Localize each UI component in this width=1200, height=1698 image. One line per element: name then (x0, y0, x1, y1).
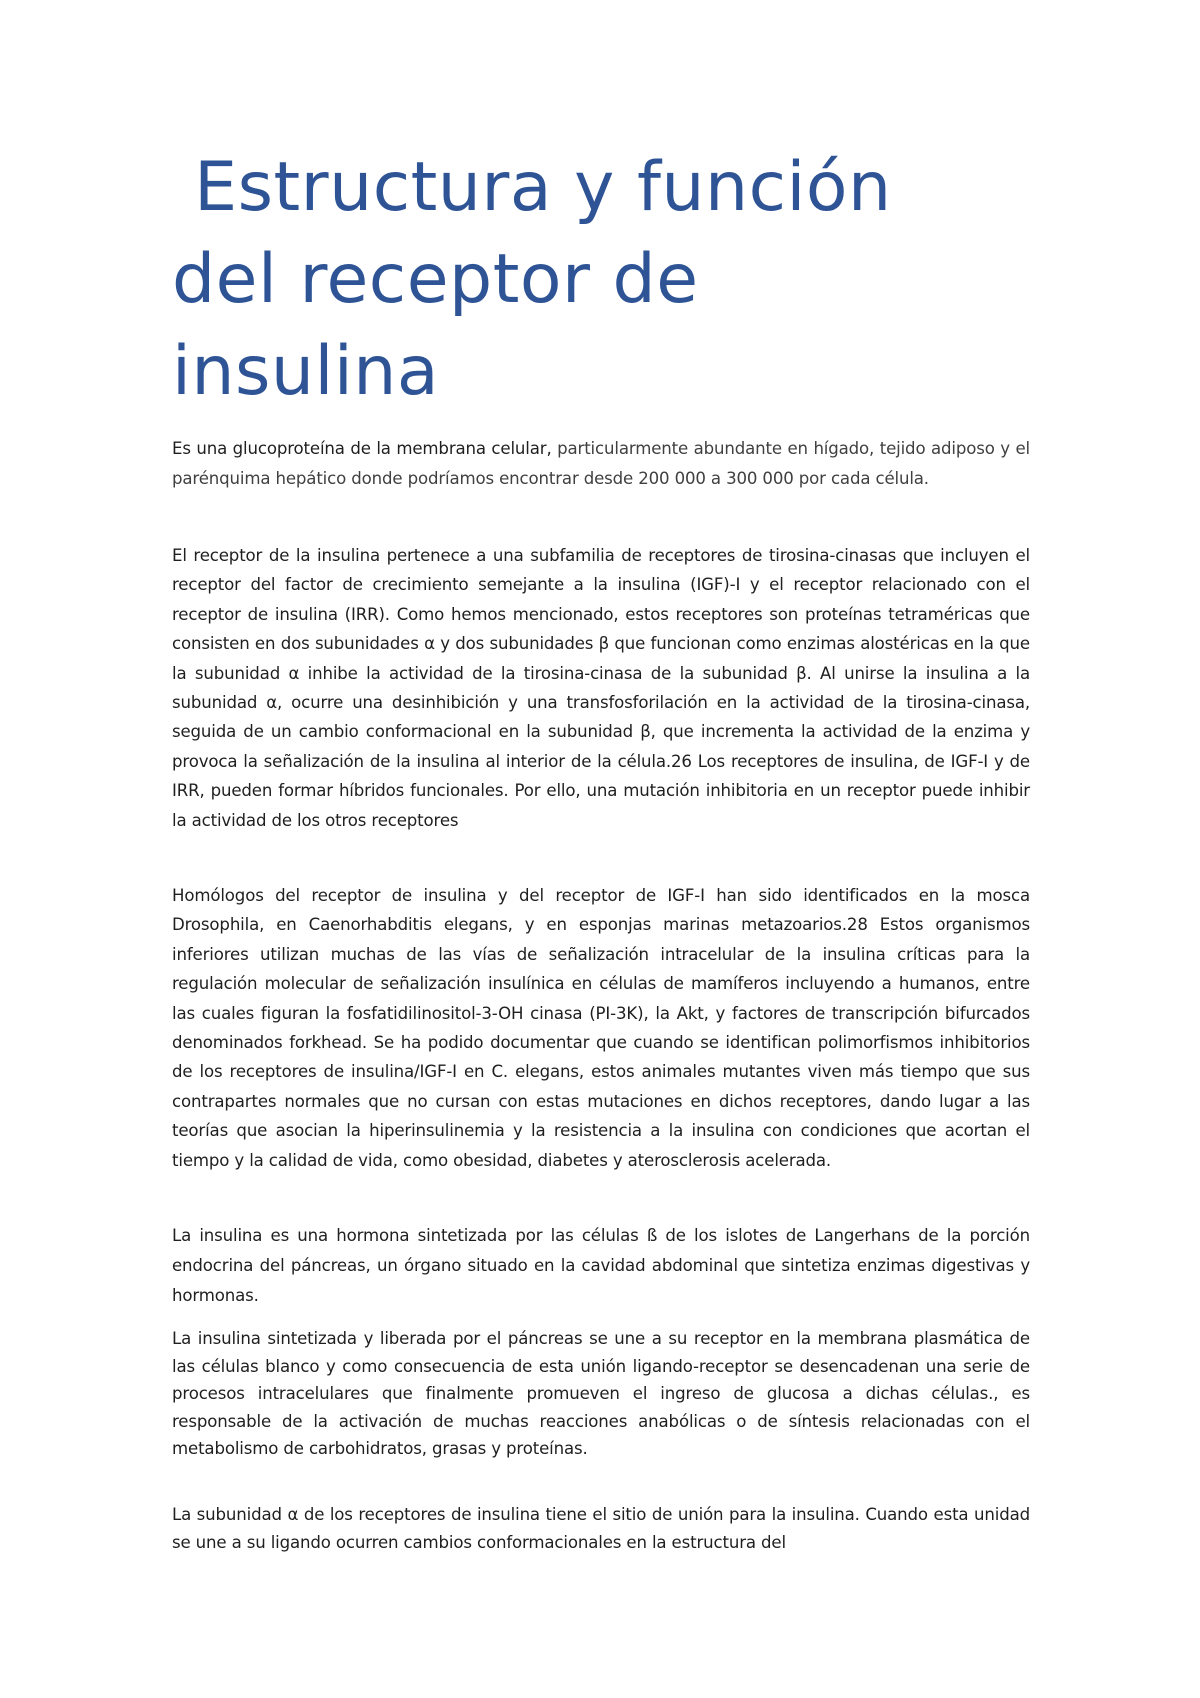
paragraph-receptor-family: El receptor de la insulina pertenece a una subfamilia de receptores de tirosina-cinasas que incluyen el receptor del factor de crecimiento semejante a la insulina (IGF)-I y el receptor relacionado con el receptor de insulina (IRR). Como hemos mencionado, estos receptores son proteínas tetraméricas que consisten en dos subunidades α y dos subunidades β que funcionan como enzimas alostéricas en la que la subunidad α inhibe la actividad de la tirosina-cinasa de la subunidad β. Al unirse la insulina a la subunidad α, ocurre una desinhibición y una transfosforilación en la actividad de la tirosina-cinasa, seguida de un cambio conformacional en la subunidad β, que incrementa la actividad de la enzima y provoca la señalización de la insulina al interior de la célula.26 Los receptores de insulina, de IGF-I y de IRR, pueden formar híbridos funcionales. Por ello, una mutación inhibitoria en un receptor puede inhibir la actividad de los otros receptores (172, 546, 1030, 830)
paragraph-intro-rest: particularmente abundante en hígado, tejido adiposo y el parénquima hepático donde podríamos encontrar desde 200 000 a 300 000 por cada célula. (172, 439, 1030, 488)
paragraph-intro-lead: Es una glucoproteína de la membrana celular, (172, 439, 558, 458)
paragraph-intro (172, 434, 1030, 494)
title-line-1: Estructura y función (172, 148, 892, 227)
title-line-2: del receptor de (172, 240, 699, 319)
paragraph-insulin-hormone: La insulina es una hormona sintetizada por las células ß de los islotes de Langerhans de la porción endocrina del páncreas, un órgano situado en la cavidad abdominal que sintetiza enzimas digestivas y hormonas. (172, 1226, 1030, 1305)
paragraph-insulin-binding: La insulina sintetizada y liberada por el páncreas se une a su receptor en la membrana plasmática de las células blanco y como consecuencia de esta unión ligando-receptor se desencadenan una serie de procesos intracelulares que finalmente promueven el ingreso de glucosa a dichas células., es responsable de la activación de muchas reacciones anabólicas o de síntesis relacionadas con el metabolismo de carbohidratos, grasas y proteínas. (172, 1329, 1030, 1458)
document-title (172, 142, 1052, 418)
paragraph-homologs: Homólogos del receptor de insulina y del receptor de IGF-I han sido identificados en la mosca Drosophila, en Caenorhabditis elegans, y en esponjas marinas metazoarios.28 Estos organismos inferiores utilizan muchas de las vías de señalización intracelular de la insulina críticas para la regulación molecular de señalización insulínica en células de mamíferos incluyendo a humanos, entre las cuales figuran la fosfatidilinositol-3-OH cinasa (PI-3K), la Akt, y factores de transcripción bifurcados denominados forkhead. Se ha podido documentar que cuando se identifican polimorfismos inhibitorios de los receptores de insulina/IGF-I en C. elegans, estos animales mutantes viven más tiempo que sus contrapartes normales que no cursan con estas mutaciones en dichos receptores, dando lugar a las teorías que asocian la hiperinsulinemia y la resistencia a la insulina con condiciones que acortan el tiempo y la calidad de vida, como obesidad, diabetes y aterosclerosis acelerada. (172, 886, 1030, 1170)
title-line-3: insulina (172, 332, 440, 411)
paragraph-alpha-subunit: La subunidad α de los receptores de insulina tiene el sitio de unión para la insulina. Cuando esta unidad se une a su ligando ocurren cambios conformacionales en la estructura del (172, 1505, 1030, 1552)
